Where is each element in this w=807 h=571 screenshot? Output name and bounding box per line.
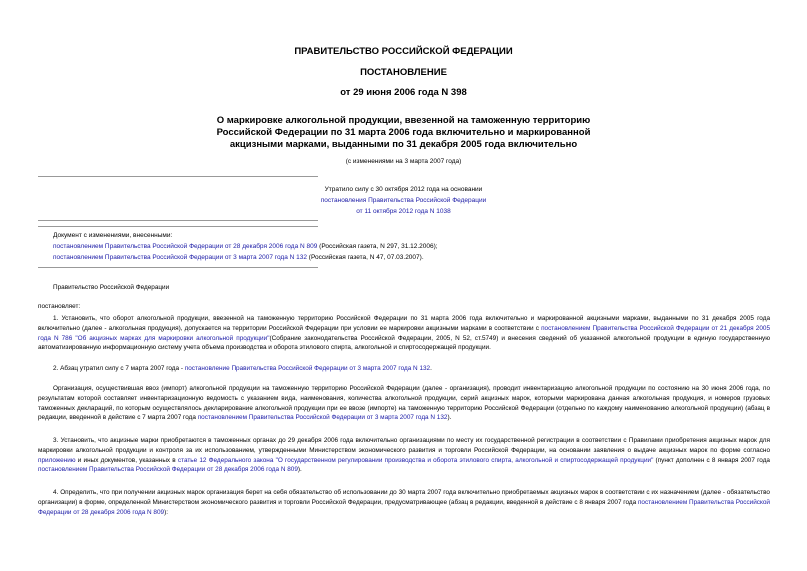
reference-link[interactable]: постановлением Правительства Российской Федерации от 21 декабря 2005 года N 786 "Об акцизных марках для маркировки алкогольной продукции" xyxy=(38,324,770,342)
lost-force-link-1[interactable]: постановления Правительства Российской Федерации xyxy=(320,197,487,204)
appendix-link[interactable]: приложению xyxy=(38,456,76,464)
government-line: Правительство Российской Федерации xyxy=(53,284,170,291)
amendment-link[interactable]: постановлением Правительства Российской Федерации от 28 декабря 2006 года N 809 xyxy=(53,243,318,250)
resolves-line: постановляет: xyxy=(38,303,81,310)
amendment-item: постановлением Правительства Российской Федерации от 3 марта 2007 года N 132 (Российская газета, N 47, 07.03.2007). xyxy=(53,254,424,261)
reference-link[interactable]: постановлением Правительства Российской Федерации от 3 марта 2007 года N 132 xyxy=(197,414,448,422)
divider xyxy=(38,267,318,268)
paragraph-4: 3. Установить, что акцизные марки приобретаются в таможенных органах до 29 декабря 2006 года включительно организациями по месту их государственной регистрации в соответствии с Правилами приобретения акцизных марок для маркировки алкогольной продукции и контроля за их использованием, утвержденными Министерством экономического развития и торговли Российской Федерации, на основании заявления о выдаче акцизных марок по форме согласно приложению и иных документов, указанных в статье 12 Федерального закона "О государственном регулировании производства и оборота этилового спирта, алкогольной и спиртосодержащей продукции" (пункт дополнен с 8 января 2007 года постановлением Правительства Российской Федерации от 28 декабря 2006 года N 809). xyxy=(38,437,770,474)
doc-date-heading: от 29 июня 2006 года N 398 xyxy=(340,87,467,98)
title-line-1: О маркировке алкогольной продукции, ввезенной на таможенную территорию xyxy=(216,115,591,126)
lost-force-text: Утратило силу с 30 октября 2012 года на основании xyxy=(324,186,483,193)
paragraph-3: Организация, осуществившая ввоз (импорт) алкогольной продукции на таможенную территорию Российской Федерации (далее - организация), проводит инвентаризацию алкогольной продукции по состоянию на 30 июня 2006 года, по результатам которой составляет инвентаризационную ведомость с указанием вида, наименования, количества алкогольной продукции, серий акцизных марок, которыми маркирована данная алкогольная продукция, и номеров грузовых таможенных деклараций, по которым осуществлялось декларирование алкогольной продукции при ее ввозе (импорте) на таможенную территорию Российской Федерации (отдельно по каждому наименованию алкогольной продукции) (абзац в редакции, введенной в действие с 7 марта 2007 года постановлением Правительства Российской Федерации от 3 марта 2007 года N 132). xyxy=(38,385,770,422)
reference-link[interactable]: постановлением Правительства Российской Федерации от 28 декабря 2006 года N 809 xyxy=(38,498,770,516)
law-link[interactable]: статье 12 Федерального закона "О государственном регулировании производства и оборота этилового спирта, алкогольной и спиртосодержащей продукции" xyxy=(177,456,654,464)
doc-type-heading: ПОСТАНОВЛЕНИЕ xyxy=(360,67,447,78)
divider xyxy=(38,226,318,227)
issuer-heading: ПРАВИТЕЛЬСТВО РОССИЙСКОЙ ФЕДЕРАЦИИ xyxy=(294,46,513,57)
title-line-2: Российской Федерации по 31 марта 2006 года включительно и маркированной xyxy=(216,127,591,138)
amendments-heading: Документ с изменениями, внесенными: xyxy=(53,232,173,239)
paragraph-2: 2. Абзац утратил силу с 7 марта 2007 года - постановление Правительства Российской Федерации от 3 марта 2007 года N 132. xyxy=(53,365,432,372)
paragraph-1: 1. Установить, что оборот алкогольной продукции, ввезенной на таможенную территорию Российской Федерации по 31 марта 2006 года включительно и маркированной акцизными марками, выданными по 31 декабря 2005 года включительно (далее - алкогольная продукция), допускается на территории Российской Федерации при условии ее маркировки акцизными марками в соответствии с постановлением Правительства Российской Федерации от 21 декабря 2005 года N 786 "Об акцизных марках для маркировки алкогольной продукции"(Собрание законодательства Российской Федерации, 2005, N 52, ст.5749) и внесения сведений об указанной алкогольной продукции в единую государственную автоматизированную информационную систему учета объема производства и оборота этилового спирта, алкогольной и спиртосодержащей продукции. xyxy=(38,315,770,352)
paragraph-5: 4. Определить, что при получении акцизных марок организация берет на себя обязательство об использовании до 30 марта 2007 года включительно приобретаемых акцизных марок в соответствии с их назначением (далее - обязательство организации) в форме, определенной Министерством экономического развития и торговли Российской Федерации, предусматривающее (абзац в редакции, введенной в действие с 8 января 2007 года постановлением Правительства Российской Федерации от 28 декабря 2006 года N 809): xyxy=(38,489,770,516)
reference-link[interactable]: постановление Правительства Российской Федерации от 3 марта 2007 года N 132 xyxy=(184,365,431,372)
divider xyxy=(38,220,318,221)
document-title xyxy=(0,115,807,151)
amendment-item: постановлением Правительства Российской Федерации от 28 декабря 2006 года N 809 (Российская газета, N 297, 31.12.2006); xyxy=(53,243,438,250)
reference-link[interactable]: постановлением Правительства Российской Федерации от 28 декабря 2006 года N 809 xyxy=(38,466,298,474)
lost-force-block xyxy=(0,184,807,217)
amendment-link[interactable]: постановлением Правительства Российской Федерации от 3 марта 2007 года N 132 xyxy=(53,254,307,261)
title-line-3: акцизными марками, выданными по 31 декабря 2005 года включительно xyxy=(229,139,578,150)
divider xyxy=(38,176,318,177)
lost-force-link-2[interactable]: от 11 октября 2012 года N 1038 xyxy=(356,208,451,215)
changes-note: (с изменениями на 3 марта 2007 года) xyxy=(345,158,462,165)
amendments-block xyxy=(53,230,773,263)
